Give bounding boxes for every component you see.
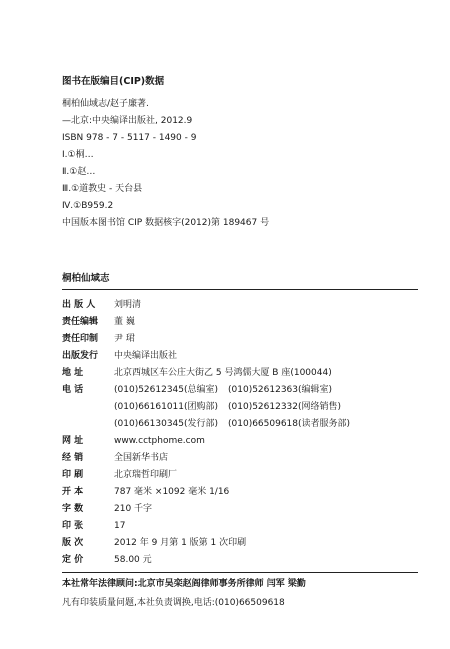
price-value: 58.00 元	[114, 555, 152, 565]
cip-line: 桐柏仙域志/赵子廉著.	[62, 99, 149, 109]
phone-value: (010)66509618(读者服务部)	[228, 419, 351, 429]
cip-heading: 图书在版编目(CIP)数据	[62, 76, 165, 87]
seller-label: 经 销	[62, 453, 84, 463]
website-value: www.cctphome.com	[114, 436, 205, 446]
publisher-value: 刘明清	[114, 300, 142, 310]
phone-value: (010)66161011(团购部)	[114, 402, 219, 412]
cip-line: Ⅱ.①赵…	[62, 167, 96, 177]
cip-line: Ⅲ.①道教史 - 天台县	[62, 184, 143, 194]
sheets-label: 印 张	[62, 521, 84, 531]
phone-value: (010)52612363(编辑室)	[228, 385, 333, 395]
words-label: 字 数	[62, 504, 84, 514]
seller-value: 全国新华书店	[114, 453, 169, 463]
divider	[62, 572, 418, 573]
printing-value: 尹 珺	[114, 334, 135, 344]
phone-value: (010)66130345(发行部)	[114, 419, 219, 429]
edition-value: 2012 年 9 月第 1 版第 1 次印刷	[114, 538, 247, 548]
printing-label: 责任印制	[62, 334, 99, 344]
website-label: 网 址	[62, 436, 84, 446]
address-label: 地 址	[62, 368, 84, 378]
cip-line: —北京:中央编译出版社, 2012.9	[62, 116, 193, 126]
price-label: 定 价	[62, 555, 84, 565]
format-value: 787 毫米 ×1092 毫米 1/16	[114, 487, 230, 497]
editor-label: 责任编辑	[62, 317, 99, 327]
cip-line: ISBN 978 - 7 - 5117 - 1490 - 9	[62, 133, 197, 143]
editor-value: 董 巍	[114, 317, 135, 327]
legal-counsel: 本社常年法律顾问:北京市吴栾赵阎律师事务所律师 闫军 梁勤	[62, 579, 306, 589]
cip-line: Ⅰ.①桐…	[62, 150, 94, 160]
distribution-value: 中央编译出版社	[114, 351, 178, 361]
book-title: 桐柏仙域志	[62, 273, 110, 284]
quality-notice: 凡有印装质量问题,本社负责调换,电话:(010)66509618	[62, 598, 285, 608]
phone-value: (010)52612332(网络销售)	[228, 402, 342, 412]
cip-line: Ⅳ.①B959.2	[62, 201, 114, 211]
address-value: 北京西城区车公庄大街乙 5 号鸿儒大厦 B 座(100044)	[114, 368, 332, 378]
words-value: 210 千字	[114, 504, 153, 514]
format-label: 开 本	[62, 487, 84, 497]
sheets-value: 17	[114, 521, 126, 531]
distribution-label: 出版发行	[62, 351, 99, 361]
cip-record: 中国版本图书馆 CIP 数据核字(2012)第 189467 号	[62, 218, 270, 228]
phone-value: (010)52612345(总编室)	[114, 385, 219, 395]
divider	[62, 289, 418, 290]
printer-value: 北京瑞哲印刷厂	[114, 470, 178, 480]
publisher-label: 出 版 人	[62, 300, 96, 310]
phone-label: 电 话	[62, 385, 84, 395]
printer-label: 印 刷	[62, 470, 84, 480]
edition-label: 版 次	[62, 538, 84, 548]
